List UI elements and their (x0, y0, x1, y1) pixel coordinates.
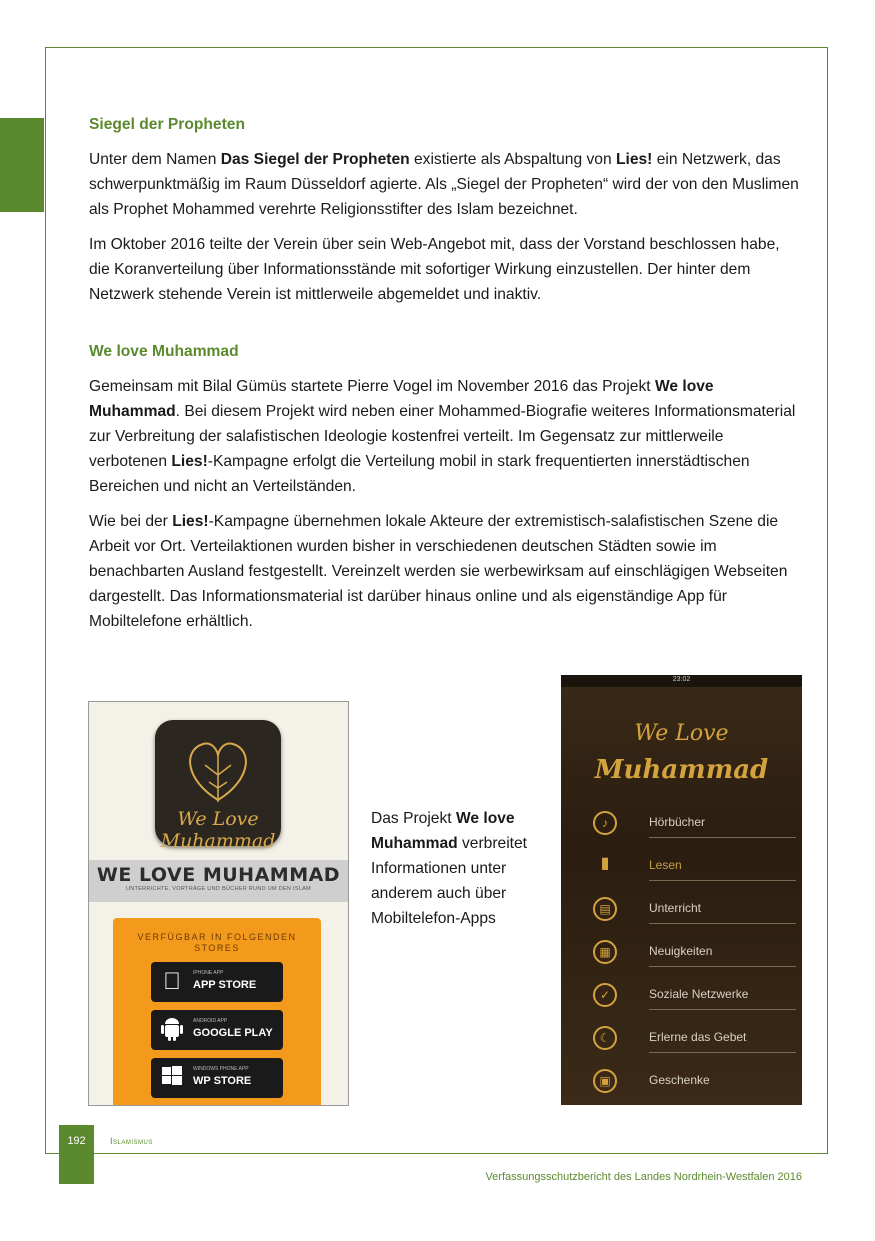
logo-we-love: We Love (634, 721, 729, 746)
news-icon: ▦ (593, 940, 617, 964)
app-icon-label: We Love Muhammad (160, 808, 276, 852)
apple-icon (159, 968, 185, 996)
status-bar (561, 675, 802, 687)
menu-item-gebet[interactable]: ☾ Erlerne das Gebet (591, 1020, 796, 1062)
image-caption: Das Projekt We love Muhammad verbreitet Informationen unter anderem auch über Mobiltelefon-Apps (371, 810, 527, 927)
footer-section-title: Islamismus (110, 1136, 153, 1146)
windows-icon (159, 1064, 185, 1092)
paragraph: Gemeinsam mit Bilal Gümüs startete Pierre Vogel im November 2016 das Projekt We love Muhammad. Bei diesem Projekt wird neben einer Mohammed-Biografie weiteres Informationsmaterial zur Verbreitung der salafistischen Ideologie kostenfrei verteilt. Im Gegensatz zur mittlerweile verbotenen Lies!-Kampagne erfolgt die Verteilung mobil in stark frequentierten innerstädtischen Bereichen und nicht an Verteilständen. (89, 378, 796, 495)
section-heading-siegel: Siegel der Propheten (89, 116, 245, 133)
footer-publication: Verfassungsschutzbericht des Landes Nordrhein-Westfalen 2016 (485, 1171, 802, 1183)
main-content (89, 108, 804, 644)
page-number: 192 (67, 1135, 86, 1147)
app-store-image (88, 701, 349, 1106)
banner (89, 860, 348, 902)
teaching-icon: ▤ (593, 897, 617, 921)
thumbs-up-icon: ✓ (593, 983, 617, 1007)
menu-item-soziale-netzwerke[interactable]: ✓ Soziale Netzwerke (591, 977, 796, 1019)
app-icon (155, 720, 281, 852)
menu-item-geschenke[interactable]: ▣ Geschenke (591, 1063, 796, 1105)
stores-panel (113, 918, 321, 1106)
section-heading-we-love-muhammad: We love Muhammad (89, 343, 239, 360)
banner-title: WE LOVE MUHAMMAD (96, 864, 341, 886)
paragraph: Im Oktober 2016 teilte der Verein über sein Web-Angebot mit, dass der Vorstand beschlossen habe, die Koranverteilung über Informationsstände mit sofortiger Wirkung einzustellen. Der hinter dem Netzwerk stehende Verein ist mittlerweile abgemeldet und inaktiv. (89, 236, 780, 303)
prayer-icon: ☾ (593, 1026, 617, 1050)
book-icon: ▮ (600, 855, 610, 872)
phone-app-screenshot (561, 675, 802, 1105)
status-time: 23:02 (672, 676, 691, 683)
menu-item-lesen[interactable]: ▮ Lesen (591, 848, 796, 890)
menu-item-unterricht[interactable]: ▤ Unterricht (591, 891, 796, 933)
google-play-button[interactable]: ANDROID APP GOOGLE PLAY (151, 1010, 283, 1050)
gift-icon: ▣ (593, 1069, 617, 1093)
page-number-box (59, 1125, 94, 1184)
logo-muhammad: Muhammad (594, 755, 769, 785)
paragraph: Wie bei der Lies!-Kampagne übernehmen lokale Akteure der extremistisch-salafistischen Szene die Arbeit vor Ort. Verteilaktionen wurden bisher in verschiedenen deutschen Städten sowie im benachbarten Ausland festgestellt. Vereinzelt werden sie werbewirksam auf einschlägigen Webseiten dargestellt. Das Informationsmaterial ist darüber hinaus online und als eigenständige App für Mobiltelefone erhältlich. (89, 513, 788, 630)
chapter-tab (0, 118, 44, 212)
headphones-icon: ♪ (593, 811, 617, 835)
menu-item-neuigkeiten[interactable]: ▦ Neuigkeiten (591, 934, 796, 976)
stores-heading: VERFÜGBAR IN FOLGENDEN STORES (137, 932, 297, 953)
menu-item-hoerbuecher[interactable]: ♪ Hörbücher (591, 805, 796, 847)
android-icon (159, 1016, 185, 1044)
app-store-button[interactable]: IPHONE APP APP STORE (151, 962, 283, 1002)
banner-subtitle: UNTERRICHTE, VORTRÄGE UND BÜCHER RUND UM DEN ISLAM (125, 886, 312, 892)
paragraph: Unter dem Namen Das Siegel der Propheten existierte als Abspaltung von Lies! ein Netzwerk, das schwerpunktmäßig im Raum Düsseldorf agierte. Als „Siegel der Propheten“ wird der von den Muslimen als Prophet Mohammed verehrte Religionsstifter des Islam bezeichnet. (89, 151, 799, 218)
wp-store-button[interactable]: WINDOWS PHONE APP WP STORE (151, 1058, 283, 1098)
